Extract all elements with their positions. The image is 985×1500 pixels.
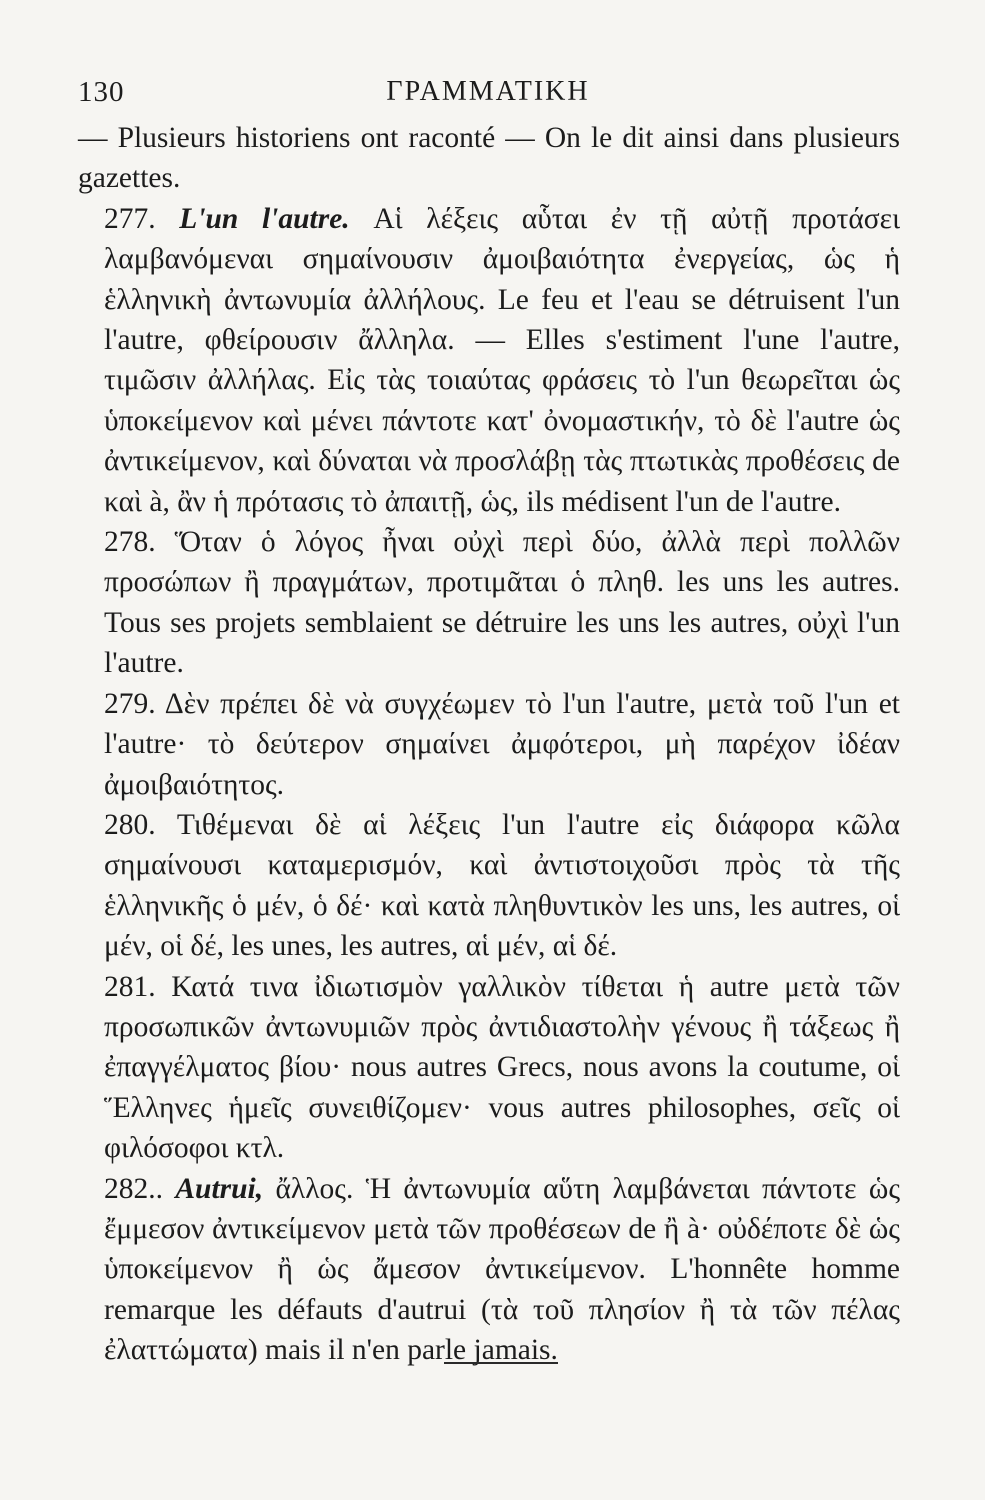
paragraph-text: Κατά τινα ἰδιωτισμὸν γαλλικὸν τίθεται ἡ autre μετὰ τῶν προσωπικῶν ἀντωνυμιῶν πρὸς ἀντιδιαστολὴν γένους ἢ τάξεως ἢ ἐπαγγέλματος βίου· nous autres Grecs, nous avons la coutume, οἱ Ἕλληνες ἡμεῖς συνειθίζομεν· vous autres philosophes, σεῖς οἱ φιλόσοφοι κτλ. <box>104 970 900 1165</box>
paragraph-281 <box>104 967 900 1169</box>
paragraph-282 <box>104 1169 900 1371</box>
running-head: ΓΡΑΜΜΑΤΙΚΗ <box>386 76 590 107</box>
paragraph-279 <box>104 684 900 805</box>
paragraph-277 <box>104 199 900 522</box>
paragraph-text: Ὅταν ὁ λόγος ἦναι οὐχὶ περὶ δύο, ἀλλὰ περὶ πολλῶν προσώπων ἢ πραγμάτων, προτιμᾶται ὁ πληθ. les uns les autres. Tous ses projets semblaient se détruire les uns les autres, οὐχὶ l'un l'autre. <box>104 526 900 680</box>
paragraph-number: 280. <box>104 808 156 841</box>
paragraph-number: 282.. <box>104 1172 163 1205</box>
paragraph-intro <box>78 118 900 199</box>
paragraph-number: 279. <box>104 687 156 720</box>
paragraph-278 <box>104 522 900 684</box>
paragraph-number: 281. <box>104 970 156 1003</box>
paragraph-heading: L'un l'autre. <box>179 202 350 235</box>
paragraph-text: Αἱ λέξεις αὗται ἐν τῇ αὐτῇ προτάσει λαμβανόμεναι σημαίνουσιν ἀμοιβαιότητα ἐνεργείας, ὡς ἡ ἑλληνικὴ ἀντωνυμία ἀλλήλους. Le feu et l'eau se détruisent l'un l'autre, φθείρουσιν ἄλληλα. — Elles s'estiment l'une l'autre, τιμῶσιν ἀλλήλας. Εἰς τὰς τοιαύτας φράσεις τὸ l'un θεωρεῖται ὡς ὑποκείμενον καὶ μένει πάντοτε κατ' ὀνομαστικήν, τὸ δὲ l'autre ὡς ἀντικείμενον, καὶ δύναται νὰ προσλάβῃ τὰς πτωτικὰς προθέσεις de καὶ à, ἂν ἡ πρότασις τὸ ἀπαιτῇ, ὡς, ils médisent l'un de l'autre. <box>104 202 901 518</box>
paragraph-number: 277. <box>104 202 156 235</box>
paragraph-text: — Plusieurs historiens ont raconté — On le dit ainsi dans plusieurs gazettes. <box>78 122 900 195</box>
paragraph-heading: Autrui, <box>175 1172 264 1205</box>
paragraph-280 <box>104 805 900 967</box>
page-number: 130 <box>78 76 125 108</box>
page-header <box>78 68 898 118</box>
paragraph-text: Δὲν πρέπει δὲ νὰ συγχέωμεν τὸ l'un l'autre, μετὰ τοῦ l'un et l'autre· τὸ δεύτερον σημαίνει ἀμφότεροι, μὴ παρέχον ἰδέαν ἀμοιβαιότητος. <box>104 687 900 801</box>
paragraph-text: Τιθέμεναι δὲ αἱ λέξεις l'un l'autre εἰς διάφορα κῶλα σημαίνουσι καταμερισμόν, καὶ ἀντιστοιχοῦσι πρὸς τὰ τῆς ἑλληνικῆς ὁ μέν, ὁ δέ· καὶ κατὰ πληθυντικὸν les uns, les autres, οἱ μέν, οἱ δέ, les unes, les autres, αἱ μέν, αἱ δέ. <box>104 808 900 963</box>
body-text <box>78 118 901 1371</box>
paragraph-text: ἄλλος. Ἡ ἀντωνυμία αὕτη λαμβάνεται πάντοτε ὡς ἔμμεσον ἀντικείμενον μετὰ τῶν προθέσεων de ἢ à· οὐδέποτε δὲ ὡς ὑποκείμενον ἢ ὡς ἄμεσον ἀντικείμενον. L'honnête homme remarque les défauts d'autrui (τὰ τοῦ πλησίον ἢ τὰ τῶν πέλας ἐλαττώματα) mais il n'en parle jamais. <box>104 1172 901 1367</box>
end-rule-divider <box>444 1362 558 1364</box>
paragraph-number: 278. <box>104 526 156 559</box>
